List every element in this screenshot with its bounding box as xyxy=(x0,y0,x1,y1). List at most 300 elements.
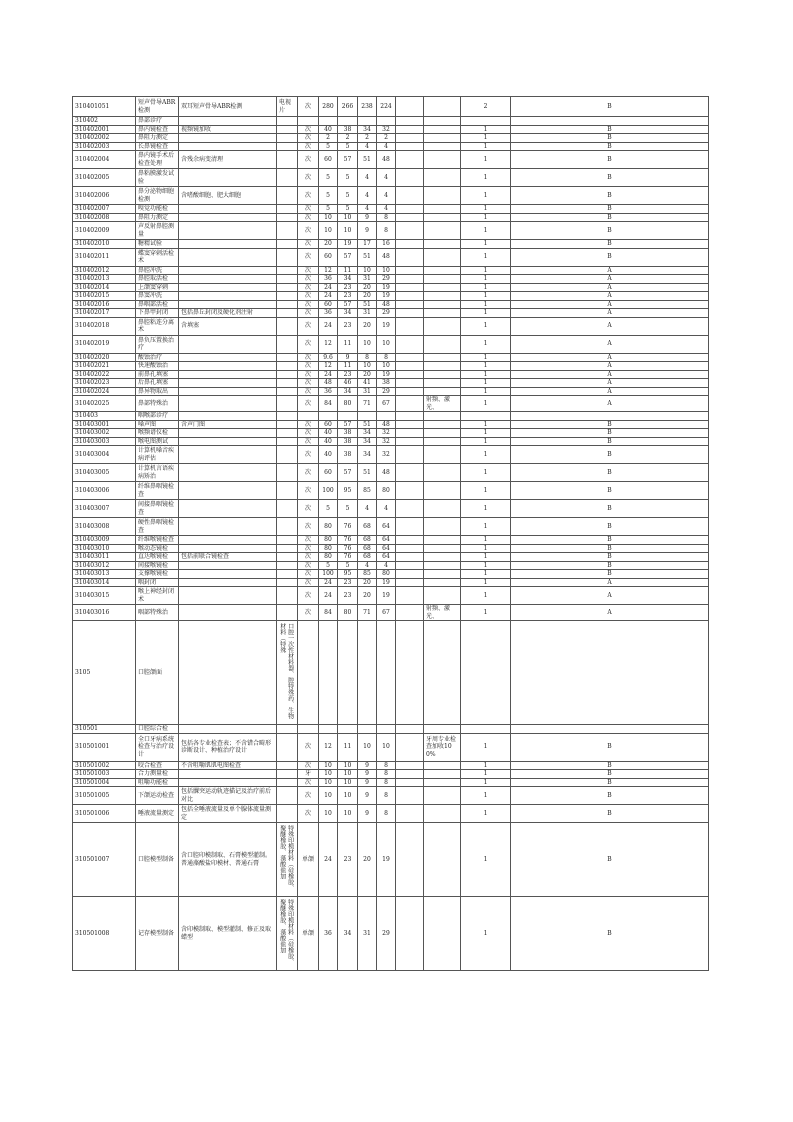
note-cell xyxy=(424,240,461,249)
name-cell: 计算机嗓音疾病评估 xyxy=(136,446,179,464)
note-cell xyxy=(424,275,461,284)
note-cell xyxy=(424,134,461,143)
price-3-cell: 10 xyxy=(358,733,377,761)
price-2-cell: 9 xyxy=(338,353,358,362)
price-2-cell: 5 xyxy=(338,205,358,214)
code-cell: 310403011 xyxy=(73,553,136,562)
price-2-cell: 5 xyxy=(338,169,358,187)
table-row xyxy=(73,222,709,240)
price-2-cell: 57 xyxy=(338,151,358,169)
flag-cell: 1 xyxy=(461,309,511,318)
note-cell xyxy=(424,362,461,371)
table-row xyxy=(73,275,709,284)
name-cell: 鼻阻力测定 xyxy=(136,213,179,222)
exclude-cell xyxy=(277,553,298,562)
table-row xyxy=(73,97,709,117)
blank-cell xyxy=(396,142,424,151)
price-4-cell: 48 xyxy=(377,151,396,169)
price-4-cell: 8 xyxy=(377,787,396,805)
price-2-cell: 38 xyxy=(338,446,358,464)
price-1-cell: 5 xyxy=(319,561,338,570)
content-cell xyxy=(179,134,277,143)
price-2-cell: 10 xyxy=(338,222,358,240)
price-1-cell xyxy=(319,621,338,725)
class-cell: A xyxy=(511,578,709,587)
content-cell xyxy=(179,213,277,222)
note-cell xyxy=(424,335,461,353)
class-cell: A xyxy=(511,379,709,388)
price-2-cell: 11 xyxy=(338,733,358,761)
price-1-cell: 12 xyxy=(319,362,338,371)
price-1-cell: 40 xyxy=(319,125,338,134)
code-cell: 310501007 xyxy=(73,823,136,897)
note-cell xyxy=(424,429,461,438)
price-2-cell: 95 xyxy=(338,570,358,579)
price-1-cell xyxy=(319,412,338,421)
class-cell: B xyxy=(511,187,709,205)
content-cell xyxy=(179,169,277,187)
price-4-cell: 19 xyxy=(377,578,396,587)
class-cell: B xyxy=(511,464,709,482)
note-cell xyxy=(424,266,461,275)
table-row xyxy=(73,266,709,275)
price-3-cell: 4 xyxy=(358,187,377,205)
exclude-cell xyxy=(277,518,298,536)
class-cell: A xyxy=(511,362,709,371)
flag-cell: 1 xyxy=(461,125,511,134)
code-cell: 310402 xyxy=(73,117,136,126)
content-cell xyxy=(179,561,277,570)
note-cell xyxy=(424,621,461,725)
code-cell: 310402004 xyxy=(73,151,136,169)
code-cell: 310402001 xyxy=(73,125,136,134)
price-3-cell: 34 xyxy=(358,446,377,464)
name-cell: 声反射鼻腔测量 xyxy=(136,222,179,240)
code-cell: 310403009 xyxy=(73,536,136,545)
exclude-cell xyxy=(277,266,298,275)
note-cell xyxy=(424,248,461,266)
unit-cell xyxy=(298,621,319,725)
blank-cell xyxy=(396,446,424,464)
price-2-cell: 10 xyxy=(338,770,358,779)
blank-cell xyxy=(396,733,424,761)
unit-cell: 次 xyxy=(298,536,319,545)
name-cell: 长鼻镜检查 xyxy=(136,142,179,151)
unit-cell: 次 xyxy=(298,561,319,570)
exclude-cell xyxy=(277,142,298,151)
name-cell: 下鼻甲封闭 xyxy=(136,309,179,318)
blank-cell xyxy=(396,553,424,562)
price-2-cell: 76 xyxy=(338,544,358,553)
price-3-cell: 68 xyxy=(358,553,377,562)
price-2-cell: 80 xyxy=(338,605,358,621)
class-cell: A xyxy=(511,309,709,318)
flag-cell: 1 xyxy=(461,283,511,292)
table-row xyxy=(73,578,709,587)
exclude-cell xyxy=(277,544,298,553)
content-cell xyxy=(179,248,277,266)
code-cell: 310403016 xyxy=(73,605,136,621)
price-2-cell: 34 xyxy=(338,387,358,396)
code-cell: 310402024 xyxy=(73,387,136,396)
note-cell xyxy=(424,412,461,421)
unit-cell: 次 xyxy=(298,97,319,117)
price-3-cell: 9 xyxy=(358,787,377,805)
code-cell: 310403 xyxy=(73,412,136,421)
flag-cell: 1 xyxy=(461,420,511,429)
exclude-cell xyxy=(277,621,298,725)
blank-cell xyxy=(396,482,424,500)
exclude-cell xyxy=(277,429,298,438)
content-cell: 包括各专业检查表；不含错合畸形诊断设计、种植治疗设计 xyxy=(179,733,277,761)
content-cell xyxy=(179,500,277,518)
unit-cell: 次 xyxy=(298,222,319,240)
table-row xyxy=(73,621,709,725)
table-row xyxy=(73,570,709,579)
exclude-cell xyxy=(277,605,298,621)
unit-cell: 次 xyxy=(298,387,319,396)
price-4-cell xyxy=(377,621,396,725)
price-3-cell: 68 xyxy=(358,518,377,536)
exclude-cell xyxy=(277,151,298,169)
price-3-cell: 20 xyxy=(358,587,377,605)
price-3-cell: 9 xyxy=(358,805,377,823)
unit-cell: 次 xyxy=(298,335,319,353)
price-1-cell: 2 xyxy=(319,134,338,143)
price-2-cell: 5 xyxy=(338,561,358,570)
table-row xyxy=(73,725,709,734)
price-2-cell xyxy=(338,725,358,734)
name-cell: 口腔综合检 xyxy=(136,725,179,734)
price-3-cell: 20 xyxy=(358,292,377,301)
note-cell xyxy=(424,283,461,292)
code-cell: 310402005 xyxy=(73,169,136,187)
price-3-cell: 31 xyxy=(358,309,377,318)
note-cell xyxy=(424,544,461,553)
price-3-cell: 9 xyxy=(358,222,377,240)
code-cell: 310403014 xyxy=(73,578,136,587)
flag-cell: 1 xyxy=(461,205,511,214)
note-cell xyxy=(424,482,461,500)
class-cell: B xyxy=(511,134,709,143)
table-row xyxy=(73,248,709,266)
code-cell: 310501008 xyxy=(73,897,136,971)
flag-cell: 1 xyxy=(461,561,511,570)
name-cell: 鼻分泌物细胞检测 xyxy=(136,187,179,205)
note-cell xyxy=(424,97,461,117)
flag-cell: 1 xyxy=(461,222,511,240)
blank-cell xyxy=(396,117,424,126)
price-4-cell: 10 xyxy=(377,362,396,371)
price-4-cell: 32 xyxy=(377,437,396,446)
blank-cell xyxy=(396,283,424,292)
content-cell: 含声门图 xyxy=(179,420,277,429)
class-cell: B xyxy=(511,544,709,553)
flag-cell: 1 xyxy=(461,787,511,805)
class-cell: A xyxy=(511,587,709,605)
note-cell xyxy=(424,500,461,518)
blank-cell xyxy=(396,420,424,429)
blank-cell xyxy=(396,761,424,770)
price-2-cell: 76 xyxy=(338,536,358,545)
price-1-cell: 24 xyxy=(319,823,338,897)
name-cell: 糖精试验 xyxy=(136,240,179,249)
blank-cell xyxy=(396,362,424,371)
price-4-cell: 32 xyxy=(377,429,396,438)
blank-cell xyxy=(396,621,424,725)
price-3-cell: 8 xyxy=(358,353,377,362)
price-1-cell: 10 xyxy=(319,805,338,823)
table-row xyxy=(73,151,709,169)
name-cell: 嗅觉功能检 xyxy=(136,205,179,214)
flag-cell: 1 xyxy=(461,240,511,249)
price-3-cell xyxy=(358,621,377,725)
name-cell: 鼻咽部活检 xyxy=(136,300,179,309)
price-4-cell: 8 xyxy=(377,778,396,787)
price-1-cell xyxy=(319,117,338,126)
code-cell: 310402002 xyxy=(73,134,136,143)
flag-cell: 1 xyxy=(461,429,511,438)
name-cell: 下颌运动检查 xyxy=(136,787,179,805)
exclude-cell xyxy=(277,500,298,518)
vertical-exclude-text: 特殊印模材料（硅橡胶、聚醚橡胶、藻酸盐加 xyxy=(278,899,294,965)
price-3-cell: 31 xyxy=(358,897,377,971)
name-cell: 咽封闭 xyxy=(136,578,179,587)
vertical-exclude-text: 特殊印模材料（硅橡胶、聚醚橡胶、藻酸盐加 xyxy=(278,825,294,891)
price-3-cell: 4 xyxy=(358,500,377,518)
price-1-cell: 12 xyxy=(319,335,338,353)
price-1-cell: 40 xyxy=(319,429,338,438)
price-1-cell: 24 xyxy=(319,587,338,605)
unit-cell: 次 xyxy=(298,570,319,579)
price-2-cell: 57 xyxy=(338,248,358,266)
unit-cell: 牙 xyxy=(298,770,319,779)
name-cell: 鼻腔粘连分离术 xyxy=(136,317,179,335)
price-3-cell: 20 xyxy=(358,370,377,379)
content-cell: 不含咀嚼肌肌电图检查 xyxy=(179,761,277,770)
unit-cell: 次 xyxy=(298,317,319,335)
code-cell: 310402019 xyxy=(73,335,136,353)
exclude-cell xyxy=(277,536,298,545)
price-3-cell: 71 xyxy=(358,605,377,621)
code-cell: 310402013 xyxy=(73,275,136,284)
exclude-cell xyxy=(277,823,298,897)
table-row xyxy=(73,317,709,335)
unit-cell: 次 xyxy=(298,500,319,518)
price-1-cell: 10 xyxy=(319,778,338,787)
name-cell: 支撑喉镜检 xyxy=(136,570,179,579)
price-3-cell: 20 xyxy=(358,823,377,897)
price-3-cell: 68 xyxy=(358,544,377,553)
price-1-cell: 24 xyxy=(319,292,338,301)
exclude-cell xyxy=(277,420,298,429)
content-cell xyxy=(179,387,277,396)
price-1-cell xyxy=(319,725,338,734)
flag-cell: 1 xyxy=(461,213,511,222)
table-row xyxy=(73,500,709,518)
name-cell: 鼻负压置换治疗 xyxy=(136,335,179,353)
price-4-cell xyxy=(377,725,396,734)
table-row xyxy=(73,437,709,446)
table-body xyxy=(73,97,709,971)
unit-cell xyxy=(298,412,319,421)
unit-cell: 次 xyxy=(298,370,319,379)
code-cell: 310402011 xyxy=(73,248,136,266)
content-cell xyxy=(179,275,277,284)
flag-cell: 1 xyxy=(461,823,511,897)
content-cell xyxy=(179,621,277,725)
exclude-cell xyxy=(277,725,298,734)
code-cell: 310402003 xyxy=(73,142,136,151)
content-cell xyxy=(179,117,277,126)
name-cell: 全口牙病系统检查与治疗设计 xyxy=(136,733,179,761)
class-cell: B xyxy=(511,429,709,438)
class-cell: B xyxy=(511,761,709,770)
table-row xyxy=(73,561,709,570)
class-cell: A xyxy=(511,353,709,362)
price-3-cell: 34 xyxy=(358,125,377,134)
table-row xyxy=(73,412,709,421)
code-cell: 310501001 xyxy=(73,733,136,761)
exclude-cell xyxy=(277,187,298,205)
price-4-cell: 4 xyxy=(377,500,396,518)
blank-cell xyxy=(396,370,424,379)
unit-cell: 次 xyxy=(298,283,319,292)
code-cell: 310403007 xyxy=(73,500,136,518)
blank-cell xyxy=(396,725,424,734)
note-cell xyxy=(424,725,461,734)
flag-cell: 1 xyxy=(461,500,511,518)
content-cell xyxy=(179,570,277,579)
price-3-cell: 85 xyxy=(358,570,377,579)
code-cell: 310403012 xyxy=(73,561,136,570)
note-cell: 牙周专业检查加收100% xyxy=(424,733,461,761)
table-row xyxy=(73,823,709,897)
content-cell xyxy=(179,353,277,362)
exclude-cell xyxy=(277,283,298,292)
content-cell: 包括前联合镜检查 xyxy=(179,553,277,562)
table-row xyxy=(73,518,709,536)
content-cell: 包括全唾液流量及单个腺体流量测定 xyxy=(179,805,277,823)
table-row xyxy=(73,587,709,605)
unit-cell: 次 xyxy=(298,213,319,222)
name-cell: 快速酸蚀治 xyxy=(136,362,179,371)
class-cell: B xyxy=(511,561,709,570)
price-2-cell: 57 xyxy=(338,300,358,309)
note-cell xyxy=(424,536,461,545)
unit-cell: 次 xyxy=(298,464,319,482)
exclude-cell xyxy=(277,412,298,421)
price-2-cell: 23 xyxy=(338,578,358,587)
price-1-cell: 24 xyxy=(319,317,338,335)
name-cell: 喉频谱仪检 xyxy=(136,429,179,438)
note-cell xyxy=(424,379,461,388)
exclude-cell xyxy=(277,213,298,222)
name-cell: 鼻粘膜激发试验 xyxy=(136,169,179,187)
price-2-cell: 10 xyxy=(338,787,358,805)
flag-cell: 1 xyxy=(461,362,511,371)
table-row xyxy=(73,733,709,761)
content-cell xyxy=(179,142,277,151)
code-cell: 310402015 xyxy=(73,292,136,301)
unit-cell: 次 xyxy=(298,437,319,446)
price-4-cell: 19 xyxy=(377,292,396,301)
price-4-cell: 67 xyxy=(377,605,396,621)
table-row xyxy=(73,482,709,500)
unit-cell xyxy=(298,725,319,734)
table-row xyxy=(73,169,709,187)
price-2-cell xyxy=(338,412,358,421)
code-cell: 310401051 xyxy=(73,97,136,117)
price-1-cell: 10 xyxy=(319,761,338,770)
name-cell: 蝶窦穿刺活检术 xyxy=(136,248,179,266)
price-2-cell: 11 xyxy=(338,362,358,371)
name-cell: 短声骨导ABR检测 xyxy=(136,97,179,117)
content-cell: 含残余病变清理 xyxy=(179,151,277,169)
price-2-cell: 10 xyxy=(338,761,358,770)
flag-cell: 1 xyxy=(461,544,511,553)
blank-cell xyxy=(396,500,424,518)
price-2-cell: 95 xyxy=(338,482,358,500)
price-4-cell: 48 xyxy=(377,248,396,266)
name-cell: 喉电图测试 xyxy=(136,437,179,446)
note-cell xyxy=(424,823,461,897)
price-4-cell: 19 xyxy=(377,370,396,379)
price-4-cell: 38 xyxy=(377,379,396,388)
flag-cell: 1 xyxy=(461,733,511,761)
content-cell xyxy=(179,396,277,412)
flag-cell: 1 xyxy=(461,134,511,143)
table-row xyxy=(73,897,709,971)
blank-cell xyxy=(396,213,424,222)
class-cell xyxy=(511,621,709,725)
name-cell: 嗓声图 xyxy=(136,420,179,429)
class-cell: B xyxy=(511,536,709,545)
price-2-cell: 5 xyxy=(338,500,358,518)
content-cell xyxy=(179,536,277,545)
note-cell xyxy=(424,897,461,971)
table-row xyxy=(73,292,709,301)
note-cell xyxy=(424,169,461,187)
flag-cell: 1 xyxy=(461,151,511,169)
exclude-cell xyxy=(277,292,298,301)
name-cell: 口腔模型制备 xyxy=(136,823,179,897)
blank-cell xyxy=(396,787,424,805)
flag-cell: 1 xyxy=(461,387,511,396)
blank-cell xyxy=(396,134,424,143)
flag-cell: 1 xyxy=(461,187,511,205)
price-3-cell: 10 xyxy=(358,266,377,275)
unit-cell: 次 xyxy=(298,446,319,464)
code-cell: 310402008 xyxy=(73,213,136,222)
class-cell: A xyxy=(511,605,709,621)
name-cell: 喉动态镜检 xyxy=(136,544,179,553)
blank-cell xyxy=(396,169,424,187)
exclude-cell xyxy=(277,561,298,570)
flag-cell: 1 xyxy=(461,446,511,464)
content-cell xyxy=(179,518,277,536)
price-4-cell: 29 xyxy=(377,309,396,318)
content-cell xyxy=(179,300,277,309)
unit-cell: 次 xyxy=(298,518,319,536)
content-cell xyxy=(179,770,277,779)
price-1-cell: 60 xyxy=(319,151,338,169)
exclude-cell xyxy=(277,464,298,482)
content-cell: 含印模制取、模型灌制、修正及取蜡型 xyxy=(179,897,277,971)
code-cell: 310403013 xyxy=(73,570,136,579)
code-cell: 310402010 xyxy=(73,240,136,249)
code-cell: 310402014 xyxy=(73,283,136,292)
